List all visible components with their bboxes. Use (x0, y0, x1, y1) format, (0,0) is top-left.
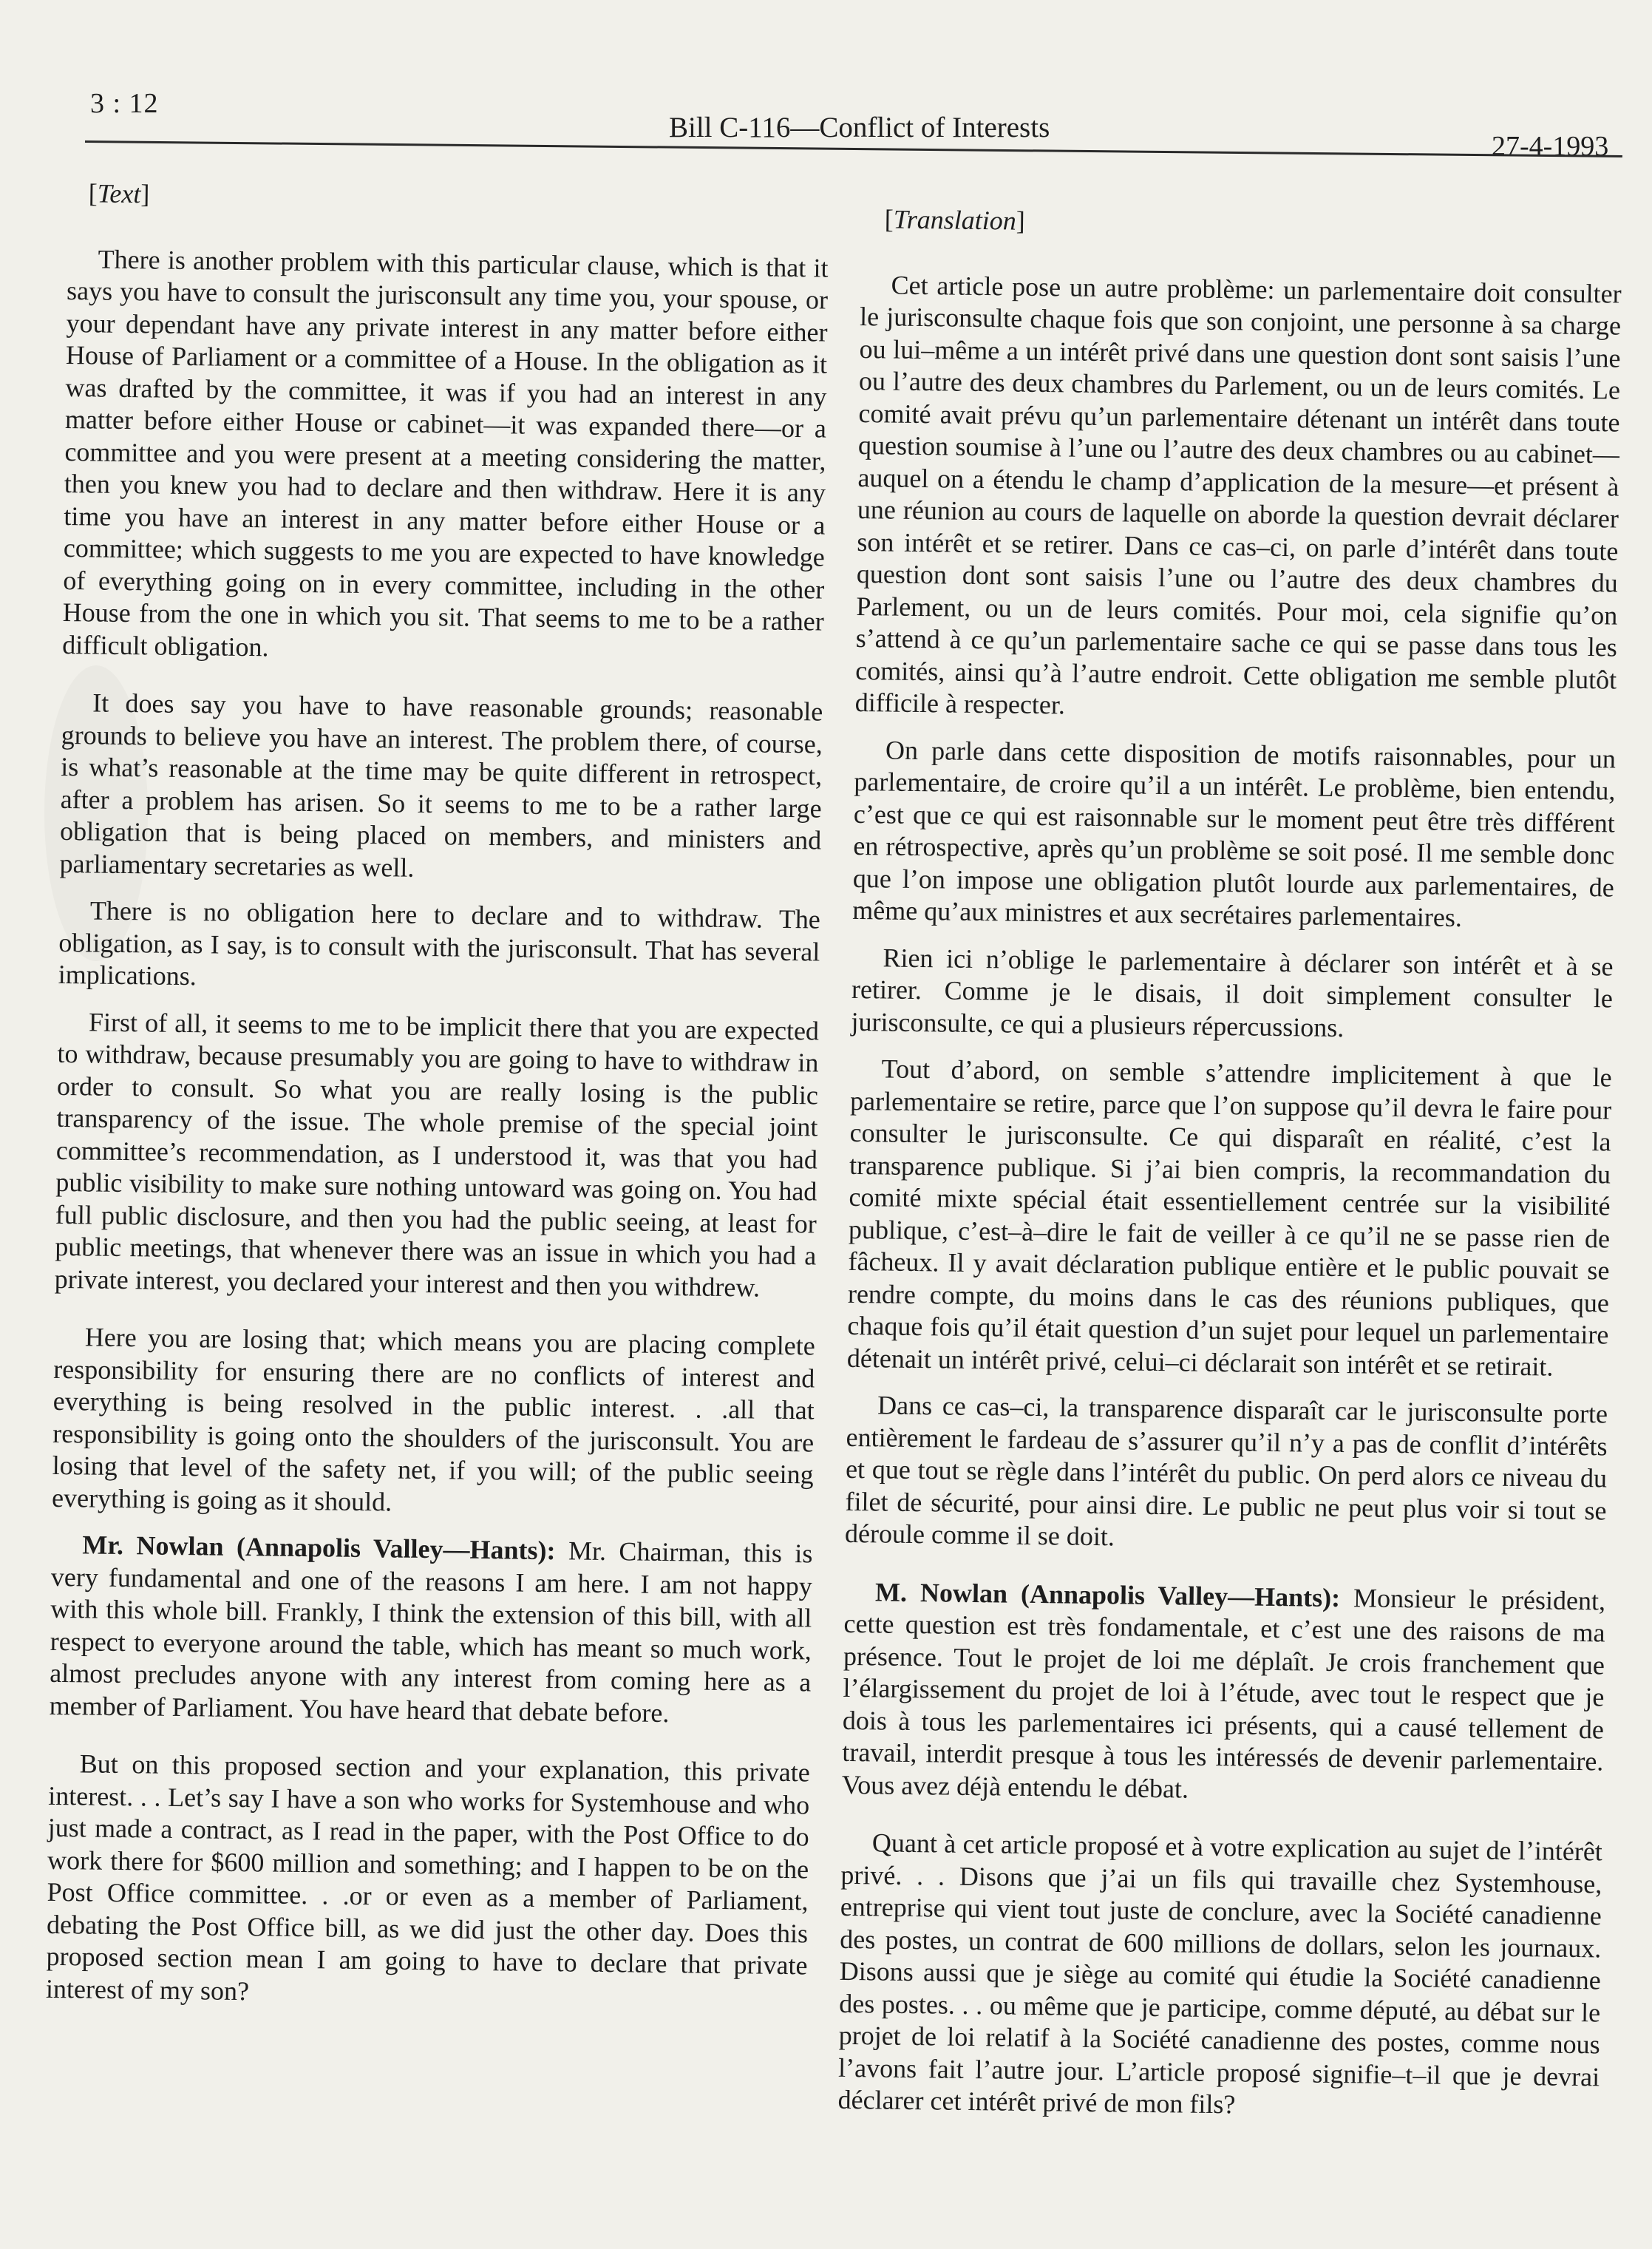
paragraph: Dans ce cas–ci, la transparence disparaît car le jurisconsulte porte entièrement le fardeau de s’assurer qu’il n’y a pas de conflit d’intérêts et que tout se règle dans l’intérêt du public. On perd alors ce niveau du filet de sécurité, pour ainsi dire. Le public ne peut plus voir si tout se déroule comme il se doit. (844, 1390, 1608, 1552)
column-label: [Translation] (884, 204, 1026, 236)
paragraph: There is another problem with this particular clause, which is that it says you have to consult the jurisconsult any time you, your spouse, or your dependant have any private interest in any matter before either House of Parliament or a committee of a House. In the obligation as it was drafted by the committee, it was if you had an interest in any matter before either House or cabinet—it was expanded there—or a committee and you were present at a meeting considering the matter, then you knew you had to declare and then withdraw. Here it is any time you have an interest in any matter before either House or a committee; which suggests to me you are expected to have knowledge of everything going on in every committee, including in the other House from the one in which you sit. That seems to me to be a rather difficult obligation. (62, 244, 829, 662)
page-number: 3 : 12 (90, 88, 159, 119)
paragraph: But on this proposed section and your explanation, this private interest. . . Let’s say I have a son who works for Systemhouse and who just made a contract, as I read in the paper, with the Post Office to do work there for $600 million and something; and I happen to be on the Post Office committee. . .or or even as a member of Parliament, debating the Post Office bill, as we did just the other day. Does this proposed section mean I am going to have to declare that private interest of my son? (45, 1748, 810, 2006)
speaker-paragraph (49, 1529, 812, 1731)
french-column (837, 203, 1622, 2126)
paragraph: On parle dans cette disposition de motifs raisonnables, pour un parlementaire, de croire qu’il a un intérêt. Le problème, bien entendu, c’est que ce qui est raisonnable sur le moment peut être très différent en rétrospective, après qu’un problème se soit posé. Il me semble donc que l’on impose une obligation plutôt lourde aux parlementaires, de même qu’aux ministres et aux secrétaires parlementaires. (852, 734, 1617, 933)
label-text: Text (97, 178, 141, 209)
speaker-text: Mr. Chairman, this is very fundamental and one of the reasons I am here. I am not happy with this whole bill. Frankly, I think the extension of this bill, with all respect to everyone around the table, which has meant so much work, almost precludes anyone with any interest from coming here as a member of Parliament. You have heard that debate before. (49, 1536, 813, 1728)
english-column (46, 177, 829, 2014)
label-text: Translation (893, 204, 1017, 236)
paragraph: Cet article pose un autre problème: un parlementaire doit consulter le jurisconsulte chaque fois que son conjoint, une personne à sa charge ou lui–même a un intérêt privé dans une question dont sont saisis l’une ou l’autre des deux chambres du Parlement, ou un de leurs comités. Le comité avait prévu qu’un parlementaire détenant un intérêt dans toute question soumise à l’une ou l’autre des deux chambres ou au cabinet—auquel on a étendu le champ d’application de la mesure—et présent à une réunion au cours de laquelle on aborde la question devrait déclarer son intérêt et se retirer. Dans ce cas–ci, on parle d’intérêt dans toute question dont sont saisis l’une ou l’autre des deux chambres du Parlement, ou un de leurs comités. Pour moi, cela signifie qu’on s’attend à ce qu’un parlementaire sache ce qui se passe dans tous les comités, ainsi qu’à l’autre endroit. Cette obligation me semble plutôt difficile à respecter. (854, 270, 1622, 720)
paragraph: Rien ici n’oblige le parlementaire à déclarer son intérêt et à se retirer. Comme je le disais, il doit simplement consulter le jurisconsulte, ce qui a plusieurs répercussions. (851, 942, 1614, 1042)
paragraph: There is no obligation here to declare and to withdraw. The obligation, as I say, is to consult with the jurisconsult. That has several implications. (58, 895, 821, 991)
paragraph: Here you are losing that; which means you are placing complete responsibility for ensuring there are no conflicts of interest and everything is being resolved in the public interest. . .all that responsibility is going onto the shoulders of the jurisconsult. You are losing that level of the safety net, if you will; of the public seeing everything is going as it should. (51, 1322, 816, 1516)
paragraph: Quant à cet article proposé et à votre explication au sujet de l’intérêt privé. . . Disons que j’ai un fils qui travaille chez Systemhouse, entreprise qui vient tout juste de conclure, avec la Société canadienne des postes, un contrat de 600 millions de dollars, selon les journaux. Disons aussi que je siège au comité qui étudie la Société canadienne des postes. . . ou même que je participe, comme député, au débat sur le projet de loi relatif à la Société canadienne des postes, comme nous l’avons fait l’autre jour. L’article proposé signifie–t–il que je devrai déclarer cet intérêt privé de mon fils? (837, 1828, 1603, 2120)
speaker-name: Mr. Nowlan (Annapolis Valley—Hants): (82, 1530, 556, 1566)
column-label: [Text] (88, 178, 150, 209)
paragraph: First of all, it seems to me to be implicit there that you are expected to withdraw, because presumably you are going to have to withdraw in order to consult. So what you are really losing is the public transparency of the issue. The whole premise of the special joint committee’s recommendation, as I understood it, was that you had public visibility to make sure nothing untoward was going on. You had full public disclosure, and then you had the public seeing, at least for public meetings, that whenever there was an issue in which you had a private interest, you declared your interest and then you withdrew. (54, 1006, 820, 1303)
running-title: Bill C-116—Conflict of Interests (669, 112, 1050, 143)
paragraph: It does say you have to have reasonable grounds; reasonable grounds to believe you have an interest. The problem there, of course, is what’s reasonable at the time may be quite different in retrospect, after a problem has arisen. So it seems to me to be a rather large obligation that is being placed on members, and ministers and parliamentary secretaries as well. (59, 688, 823, 883)
header-date: 27-4-1993 (1492, 131, 1609, 162)
speaker-name: M. Nowlan (Annapolis Valley—Hants): (874, 1576, 1341, 1612)
speaker-text: Monsieur le président, cette question est très fondamentale, et c’est une des raisons de ma présence. Tout le projet de loi me déplaît. Je crois franchement que l’élargissement du projet de loi à l’étude, avec tout le respect que je dois à tous les parlementaires ici présents, qui a causé tellement de travail, interdit presque à tous les intéressés de devenir parlementaire. Vous avez déjà entendu le débat. (841, 1582, 1606, 1804)
paragraph: Tout d’abord, on semble s’attendre implicitement à que le parlementaire se retire, parce que l’on suppose qu’il devra le faire pour consulter le jurisconsulte. Ce qui disparaît en réalité, c’est la transparence publique. Si j’ai bien compris, la recommandation du comité mixte spécial était essentiellement centrée sur la visibilité publique, c’est–à–dire le fait de veiller à ce qu’il ne se passe rien de fâcheux. Il y avait déclaration publique entière et le public pouvait se rendre compte, du moins dans le cas des réunions publiques, que chaque fois qu’il était question d’un sujet pour lequel un parlementaire détenait un intérêt privé, celui–ci déclarait son intérêt et se retirait. (846, 1054, 1612, 1382)
speaker-paragraph (842, 1575, 1606, 1810)
